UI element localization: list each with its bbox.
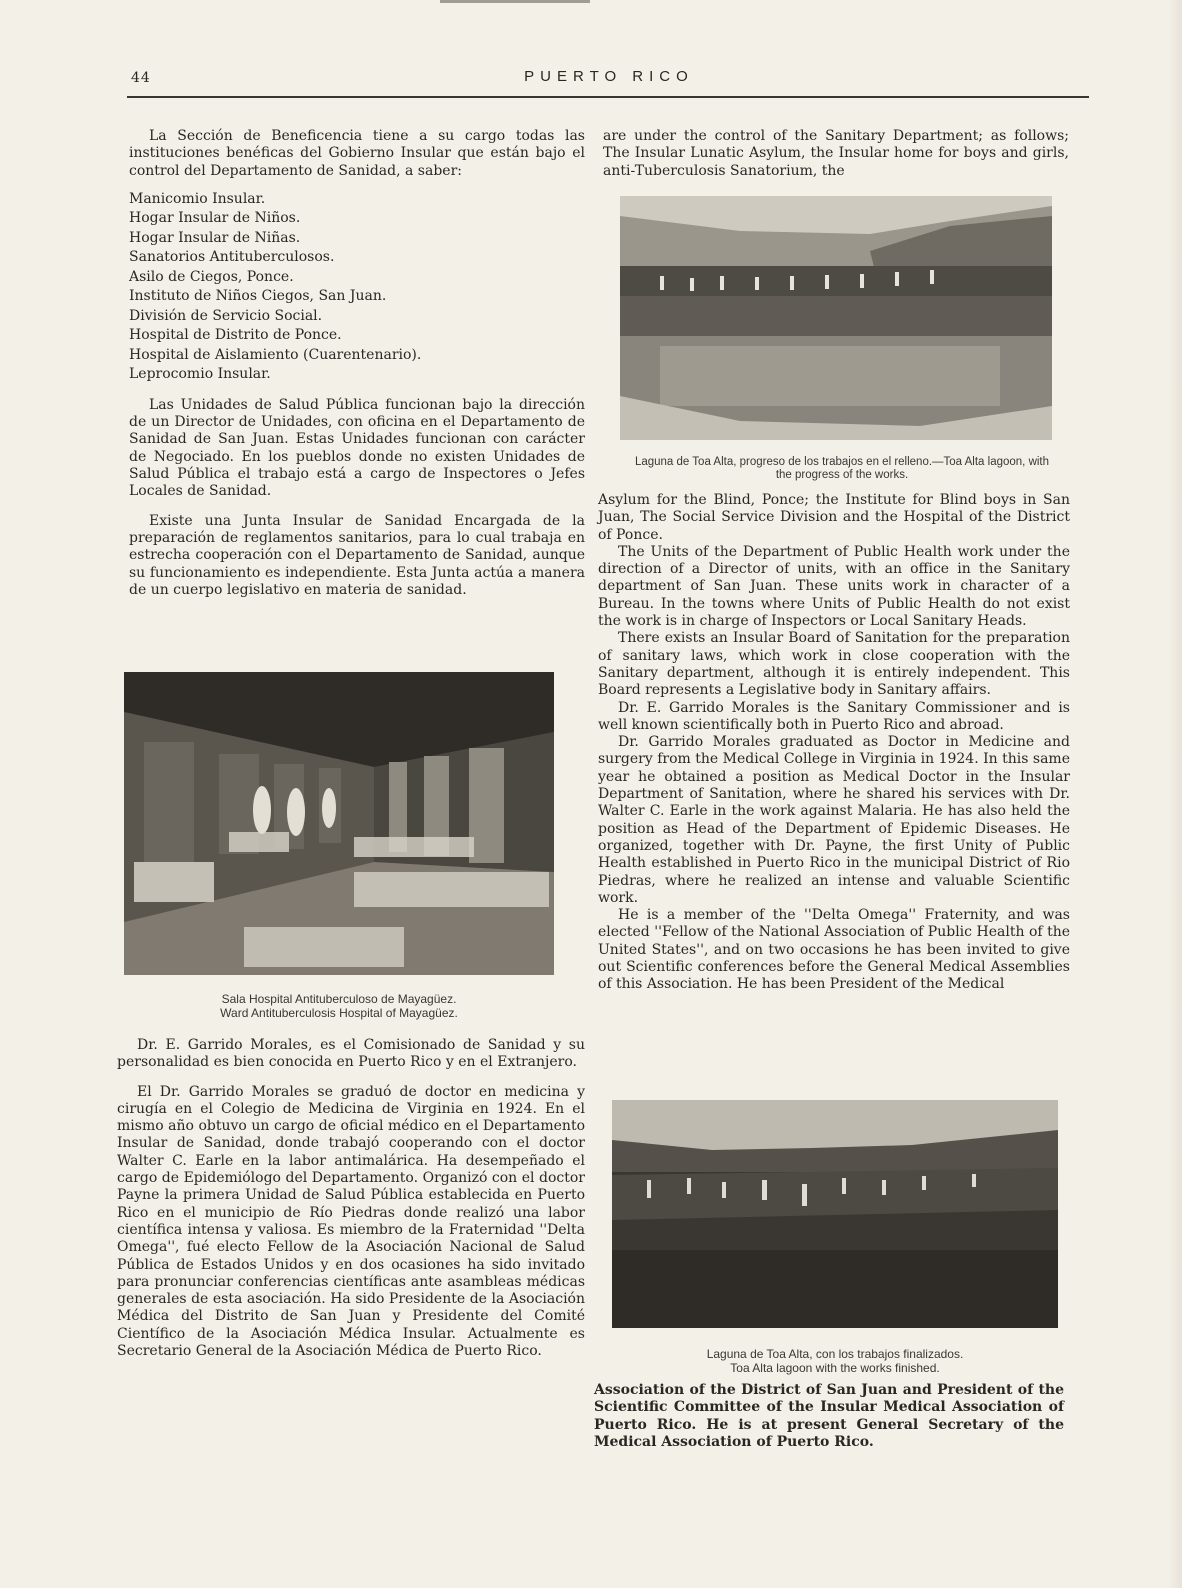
running-title: PUERTO RICO: [524, 68, 694, 85]
page-header: [129, 68, 1089, 94]
list-item: Hospital de Aislamiento (Cuarentenario).: [129, 346, 422, 363]
lagoon-finished-caption: [612, 1347, 1058, 1375]
right-column-top: [603, 128, 1069, 180]
comisionado-paragraph: Dr. E. Garrido Morales, es el Comisionado de Sanidad y su personalidad es bien conocida en Puerto Rico y en el Extranjero.: [117, 1037, 585, 1071]
lagoon-progress-photo: [620, 196, 1052, 440]
list-item: Leprocomio Insular.: [129, 366, 271, 383]
lagoon-finished-figure: [612, 1100, 1058, 1375]
ward-caption-en: Ward Antituberculosis Hospital of Mayagüez.: [220, 1006, 458, 1020]
units-paragraph: The Units of the Department of Public Health work under the direction of a Director of units, with an office in the Sanitary department of San Juan. These units work in character of a Bureau. In the towns where Units of Public Health do not exist the work is in charge of Inspectors or Local Sanitary Heads.: [598, 543, 1070, 630]
header-rule: [127, 96, 1089, 98]
lagoon-finished-photo: [612, 1100, 1058, 1328]
top-ink-mark: [440, 0, 590, 3]
lagoon-finished-illustration: [612, 1100, 1058, 1328]
list-item: Hogar Insular de Niños.: [129, 210, 301, 227]
asylum-paragraph: Asylum for the Blind, Ponce; the Institute for Blind boys in San Juan, The Social Service Division and the Hospital of the District of Ponce.: [598, 492, 1070, 543]
biografia-paragraph: El Dr. Garrido Morales se graduó de doctor en medicina y cirugía en el Colegio de Medicina de Virginia en 1924. En el mismo año obtuvo un cargo de oficial médico en el Departamento Insular de Sanidad, donde trabajó cooperando con el doctor Walter C. Earle en la labor antimalárica. Ha desempeñado el cargo de Epidemiólogo del Departamento. Organizó con el doctor Payne la primera Unidad de Salud Pública establecida en Puerto Rico en el municipio de Río Piedras donde realizó una labor científica intensa y valiosa. Es miembro de la Fraternidad ''Delta Omega'', fué electo Fellow de la Asociación Nacional de Salud Pública de Estados Unidos y en dos ocasiones ha sido invitado para pronunciar conferencias científicas ante asambleas médicas generales de esta asociación. Ha sido Presidente de la Asociación Médica del Distrito de San Juan y Presidente del Comité Científico de la Asociación Médica Insular. Actualmente es Secretario General de la Asociación Médica de Puerto Rico.: [117, 1083, 585, 1360]
list-item: Hogar Insular de Niñas.: [129, 229, 301, 246]
list-item: Asilo de Ciegos, Ponce.: [129, 268, 294, 285]
list-item: Sanatorios Antituberculosos.: [129, 249, 335, 266]
left-column-top: [129, 128, 585, 599]
graduated-paragraph: Dr. Garrido Morales graduated as Doctor in Medicine and surgery from the Medical College in Virginia in 1924. In this same year he obtained a position as Medical Doctor in the Insular Department of Sanitation, where he shared his services with Dr. Walter C. Earle in the work against Malaria. He has also held the position as Head of the Department of Epidemic Diseases. He organized, together with Dr. Payne, the first Unity of Public Health established in Puerto Rico in the municipal District of Rio Piedras, where he realized an intense and valuable Scientific work.: [598, 734, 1070, 906]
lagoon-finished-caption-es: Laguna de Toa Alta, con los trabajos finalizados.: [706, 1347, 964, 1361]
list-item: Hospital de Distrito de Ponce.: [129, 327, 342, 344]
list-item: Instituto de Niños Ciegos, San Juan.: [129, 288, 387, 305]
ward-photo: [124, 672, 554, 975]
list-item: Manicomio Insular.: [129, 190, 266, 207]
board-paragraph: There exists an Insular Board of Sanitation for the preparation of sanitary laws, which work in close cooperation with the Sanitary department, although it is entirely independent. This Board represents a Legislative body in Sanitary affairs.: [598, 630, 1070, 699]
ward-caption: [124, 992, 554, 1020]
list-item: División de Servicio Social.: [129, 307, 323, 324]
lagoon-progress-caption: Laguna de Toa Alta, progreso de los trabajos en el relleno.—Toa Alta lagoon, with the progress of the works.: [634, 456, 1050, 481]
lagoon-progress-figure: [620, 196, 1052, 486]
control-paragraph: are under the control of the Sanitary Department; as follows; The Insular Lunatic Asylum, the Insular home for boys and girls, anti-Tuberculosis Sanatorium, the: [603, 128, 1069, 179]
commissioner-paragraph: Dr. E. Garrido Morales is the Sanitary Commissioner and is well known scientifically both in Puerto Rico and abroad.: [598, 699, 1070, 733]
lagoon-finished-caption-en: Toa Alta lagoon with the works finished.: [730, 1361, 940, 1375]
unidades-paragraph: Las Unidades de Salud Pública funcionan bajo la dirección de un Director de Unidades, con oficina en el Departamento de Sanidad de San Juan. Estas Unidades funcionan con carácter de Negociado. En los pueblos donde no existen Unidades de Salud Pública el trabajo está a cargo de Inspectores o Jefes Locales de Sanidad.: [129, 396, 585, 500]
left-column-bottom: [117, 1037, 585, 1360]
ward-photo-illustration: [124, 672, 554, 975]
page-number: 44: [131, 70, 151, 86]
page-edge-shadow: [1168, 0, 1182, 1588]
institutions-list: [129, 190, 585, 385]
ward-caption-es: Sala Hospital Antituberculoso de Mayagüez.: [221, 992, 457, 1006]
association-paragraph: Association of the District of San Juan and President of the Scientific Committee of the Insular Medical Association of Puerto Rico. He is at present General Secretary of the Medical Association of Puerto Rico.: [594, 1382, 1064, 1450]
junta-paragraph: Existe una Junta Insular de Sanidad Encargada de la preparación de reglamentos sanitarios, para lo cual trabaja en estrecha cooperación con el Departamento de Sanidad, aunque su funcionamiento es independiente. Esta Junta actúa a manera de un cuerpo legislativo en materia de sanidad.: [129, 512, 585, 598]
ward-figure: [124, 672, 554, 1027]
right-column-middle: [598, 492, 1070, 994]
lagoon-progress-illustration: [620, 196, 1052, 440]
member-paragraph: He is a member of the ''Delta Omega'' Fraternity, and was elected ''Fellow of the National Association of Public Health of the United States'', and on two occasions he has been invited to give out Scientific conferences before the General Medical Assemblies of this Association. He has been President of the Medical: [598, 907, 1070, 993]
intro-paragraph: La Sección de Beneficencia tiene a su cargo todas las instituciones benéficas del Gobierno Insular que están bajo el control del Departamento de Sanidad, a saber:: [129, 128, 585, 179]
right-column-bottom: [594, 1382, 1064, 1451]
